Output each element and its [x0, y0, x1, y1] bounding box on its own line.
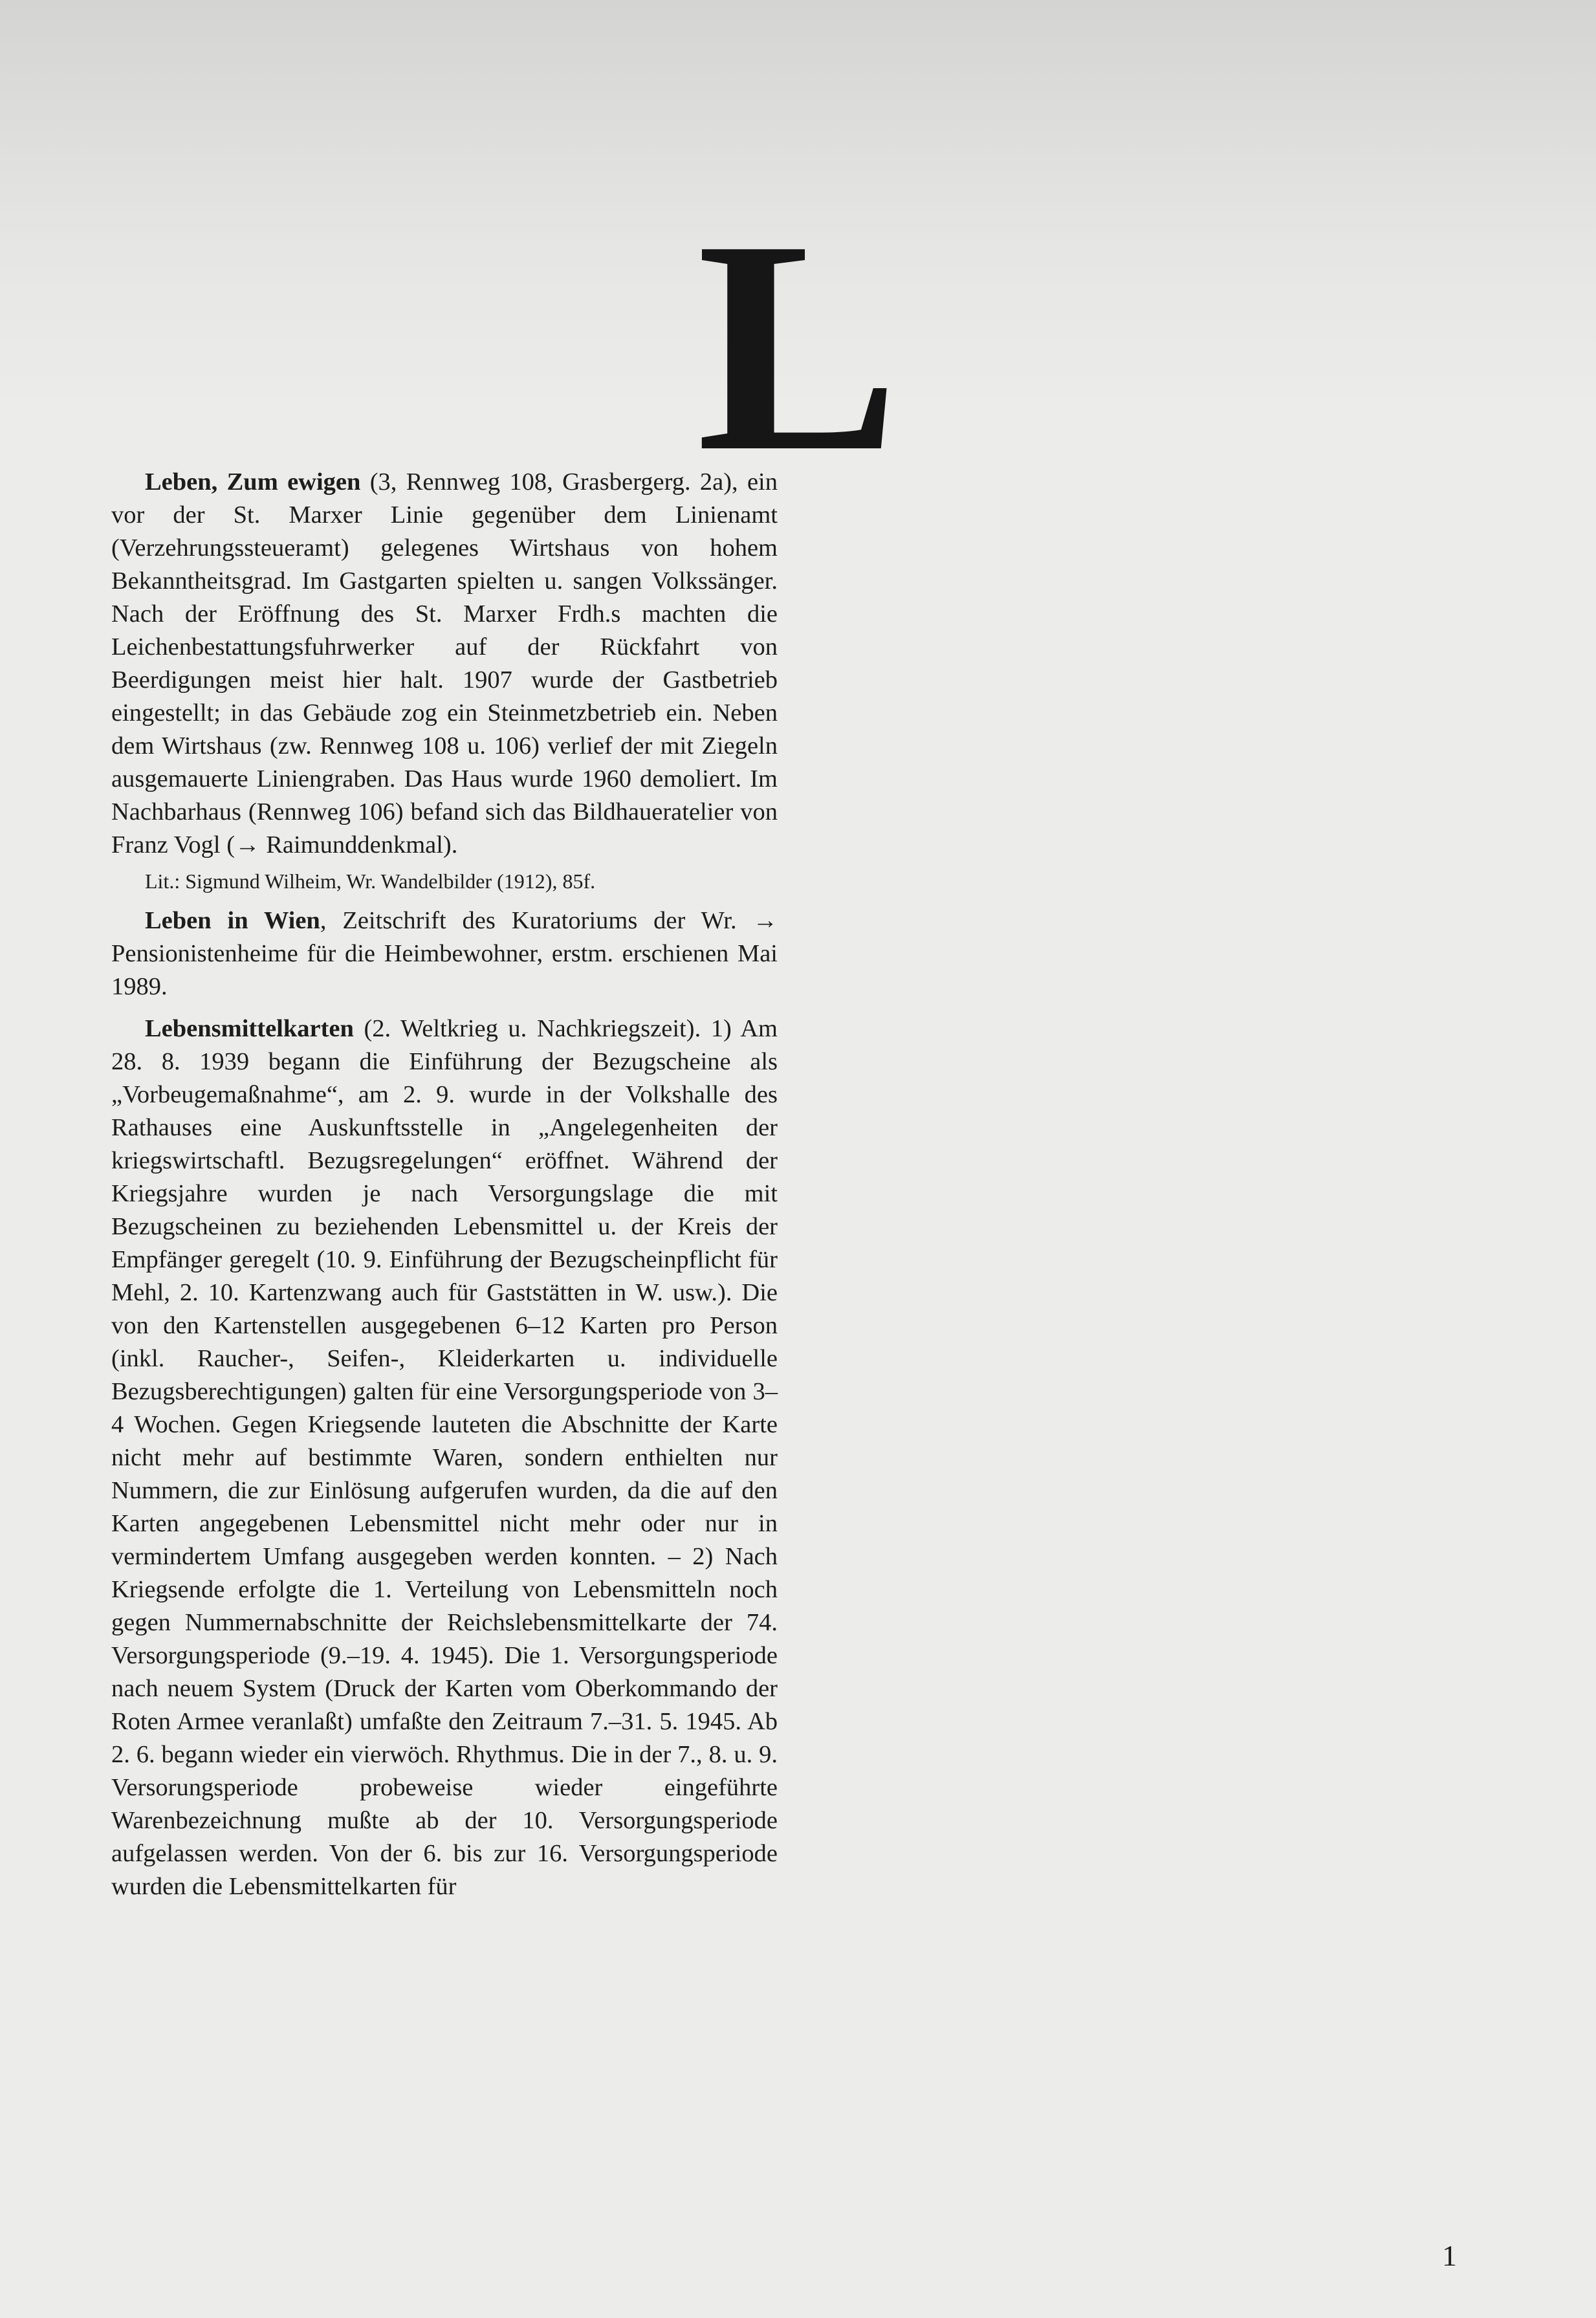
page-number: 1: [1442, 2239, 1457, 2272]
section-initial-letter: L: [696, 177, 900, 514]
left-column: [111, 466, 778, 1903]
entry-headword: Lebensmittelkarten: [145, 1015, 354, 1042]
entry-body: (2. Weltkrieg u. Nachkriegszeit). 1) Am 28. 8. 1939 begann die Einführung der Bezugscheine als „Vorbeugemaßnahme“, am 2. 9. wurde in der Volkshalle des Rathauses eine Auskunftsstelle in „Angelegenheiten der kriegswirtschaftl. Bezugsregelungen“ eröffnet. Während der Kriegsjahre wurden je nach Versorgungslage die mit Bezugscheinen zu beziehenden Lebensmittel u. der Kreis der Empfänger geregelt (10. 9. Einführung der Bezugscheinpflicht für Mehl, 2. 10. Kartenzwang auch für Gaststätten in W. usw.). Die von den Kartenstellen ausgegebenen 6–12 Karten pro Person (inkl. Raucher-, Seifen-, Kleiderkarten u. individuelle Bezugsberechtigungen) galten für eine Versorgungsperiode von 3–4 Wochen. Gegen Kriegsende lauteten die Abschnitte der Karte nicht mehr auf bestimmte Waren, sondern enthielten nur Nummern, die zur Einlösung aufgerufen wurden, da die auf den Karten angegebenen Lebensmittel nicht mehr oder nur in vermindertem Umfang ausgegeben werden konnten. – 2) Nach Kriegsende erfolgte die 1. Verteilung von Lebensmitteln noch gegen Nummernabschnitte der Reichslebensmittelkarte der 74. Versorgungsperiode (9.–19. 4. 1945). Die 1. Versorgungsperiode nach neuem System (Druck der Karten vom Oberkommando der Roten Armee veranlaßt) umfaßte den Zeitraum 7.–31. 5. 1945. Ab 2. 6. begann wieder ein vierwöch. Rhythmus. Die in der 7., 8. u. 9. Versorungsperiode probeweise wieder eingeführte Warenbezeichnung mußte ab der 10. Versorgungsperiode aufgelassen werden. Von der 6. bis zur 16. Versorgungsperiode wurden die Lebensmittelkarten für: [111, 1015, 778, 1900]
entry-headword: Leben, Zum ewigen: [145, 468, 361, 496]
literature-note: Lit.: Sigmund Wilheim, Wr. Wandelbilder (1912), 85f.: [145, 869, 596, 893]
entry-body: (3, Rennweg 108, Grasbergerg. 2a), ein vor der St. Marxer Linie gegenüber dem Linienamt (Verzehrungssteueramt) gelegenes Wirtshaus von hohem Bekanntheitsgrad. Im Gastgarten spielten u. sangen Volkssänger. Nach der Eröffnung des St. Marxer Frdh.s machten die Leichenbestattungsfuhrwerker auf der Rückfahrt von Beerdigungen meist hier halt. 1907 wurde der Gastbetrieb eingestellt; in das Gebäude zog ein Steinmetzbetrieb ein. Neben dem Wirtshaus (zw. Rennweg 108 u. 106) verlief der mit Ziegeln ausgemauerte Liniengraben. Das Haus wurde 1960 demoliert. Im Nachbarhaus (Rennweg 106) befand sich das Bildhaueratelier von Franz Vogl (→ Raimunddenkmal).: [111, 468, 778, 858]
entry-leben-zum-ewigen: [111, 466, 778, 862]
entry-leben-in-wien: [111, 904, 778, 1003]
entry-lebensmittelkarten: [111, 1012, 778, 1903]
entry-body: , Zeitschrift des Kuratoriums der Wr. → Pensionistenheime für die Heimbewohner, erstm. erschienen Mai 1989.: [111, 907, 778, 1000]
entry-headword: Leben in Wien: [145, 907, 320, 934]
